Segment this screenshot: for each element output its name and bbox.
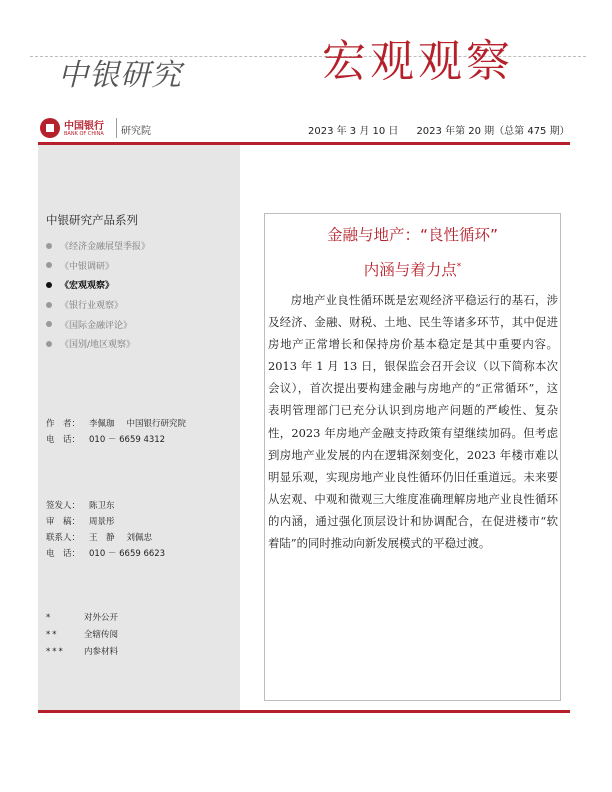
article-title-line-1: 金融与地产：“良性循环” [326,226,499,244]
bullet-icon [46,341,52,347]
footnote-mark: * [456,261,462,272]
contact-phone: 010 － 6659 6623 [89,549,166,559]
logo-chinese-name: 中国银行 [64,121,104,132]
logo-separator [116,118,117,138]
reviewer-name: 周景彤 [89,517,115,527]
institute-name: 研究院 [121,126,151,137]
logo-english-name: BANK OF CHINA [64,131,104,137]
contact-label: 联系人： [46,533,81,543]
level-stars: *** [46,647,65,657]
series-item [46,295,150,315]
contact-name-2: 刘佩忠 [126,533,153,543]
signer-row [46,498,165,514]
issue-number: 2023 年第 20 期（总第 475 期） [416,126,570,137]
footer-red-rule [38,710,570,713]
level-label: 内参材料 [84,647,119,657]
author-org: 中国银行研究院 [126,419,187,429]
level-label: 对外公开 [84,613,119,623]
contact-phone-row [46,546,165,562]
date-issue-line [308,122,570,137]
author-row [46,416,186,432]
series-item-label: 《经济金融展望季报》 [60,242,151,253]
article-title-line-2 [264,258,561,280]
series-item-label: 《宏观观察》 [60,281,115,292]
series-item [46,256,150,276]
series-item-label: 《国别/地区观察》 [60,340,136,351]
author-label: 作 者： [46,419,81,429]
series-item-label: 《中银调研》 [60,261,115,272]
signer-label: 签发人： [46,501,81,511]
distribution-levels [46,610,118,661]
series-item-label: 《国际金融评论》 [60,320,133,331]
article-title-text: 内涵与着力点 [363,261,457,279]
level-stars: * [46,613,53,623]
signer-name: 陈卫东 [89,501,115,511]
level-row [46,644,118,661]
series-item [46,334,150,354]
author-phone-row [46,432,186,448]
contact-name-1: 王 静 [89,533,115,543]
series-title: 中银研究产品系列 [46,213,138,227]
bank-of-china-logo [40,116,118,142]
publish-date: 2023 年 3 月 10 日 [308,126,399,137]
series-item-label: 《银行业观察》 [60,301,124,312]
level-stars: ** [46,630,59,640]
series-item [46,314,150,334]
bullet-icon [46,243,52,249]
calligraphy-logo: 中银研究 [58,58,182,93]
approval-info [46,498,165,562]
level-row [46,627,118,644]
bullet-icon [46,302,52,308]
contact-row [46,530,165,546]
author-phone: 010 － 6659 4312 [89,435,166,445]
boc-emblem-icon [40,118,60,138]
series-item [46,236,150,256]
level-row [46,610,118,627]
series-item-active [46,275,150,295]
publication-title: 宏观观察 [322,36,514,87]
bullet-icon [46,321,52,327]
phone-label: 电 话： [46,549,81,559]
level-label: 全辖传阅 [84,630,119,640]
reviewer-row [46,514,165,530]
article-body: 房地产业良性循环既是宏观经济平稳运行的基石，涉及经济、金融、财税、土地、民生等诸多环节，其中促进房地产正常增长和保持房价基本稳定是其中重要内容。2013 年 1 月 13 日，银保监会召开会议（以下简称本次会议），首次提出要构建金融与房地产的“正常循环”，这表明管理部门已充分认识到房地产问题的严峻性、复杂性，2023 年房地产金融支持政策有望继续加码。但考虑到房地产业发展的内在逻辑深刻变化，2023 年楼市难以明显乐观，实现房地产业良性循环仍旧任重道远。未来要从宏观、中观和微观三大维度准确理解房地产业良性循环的内涵，通过强化顶层设计和协调配合，在促进楼市“软着陆”的同时推动向新发展模式的平稳过渡。 [268,293,558,551]
phone-label: 电 话： [46,435,81,445]
author-info [46,416,186,448]
bullet-icon [46,262,52,268]
series-list [46,236,150,354]
author-name: 李佩珈 [89,419,115,429]
reviewer-label: 审 稿： [46,517,81,527]
bullet-icon [46,282,52,288]
